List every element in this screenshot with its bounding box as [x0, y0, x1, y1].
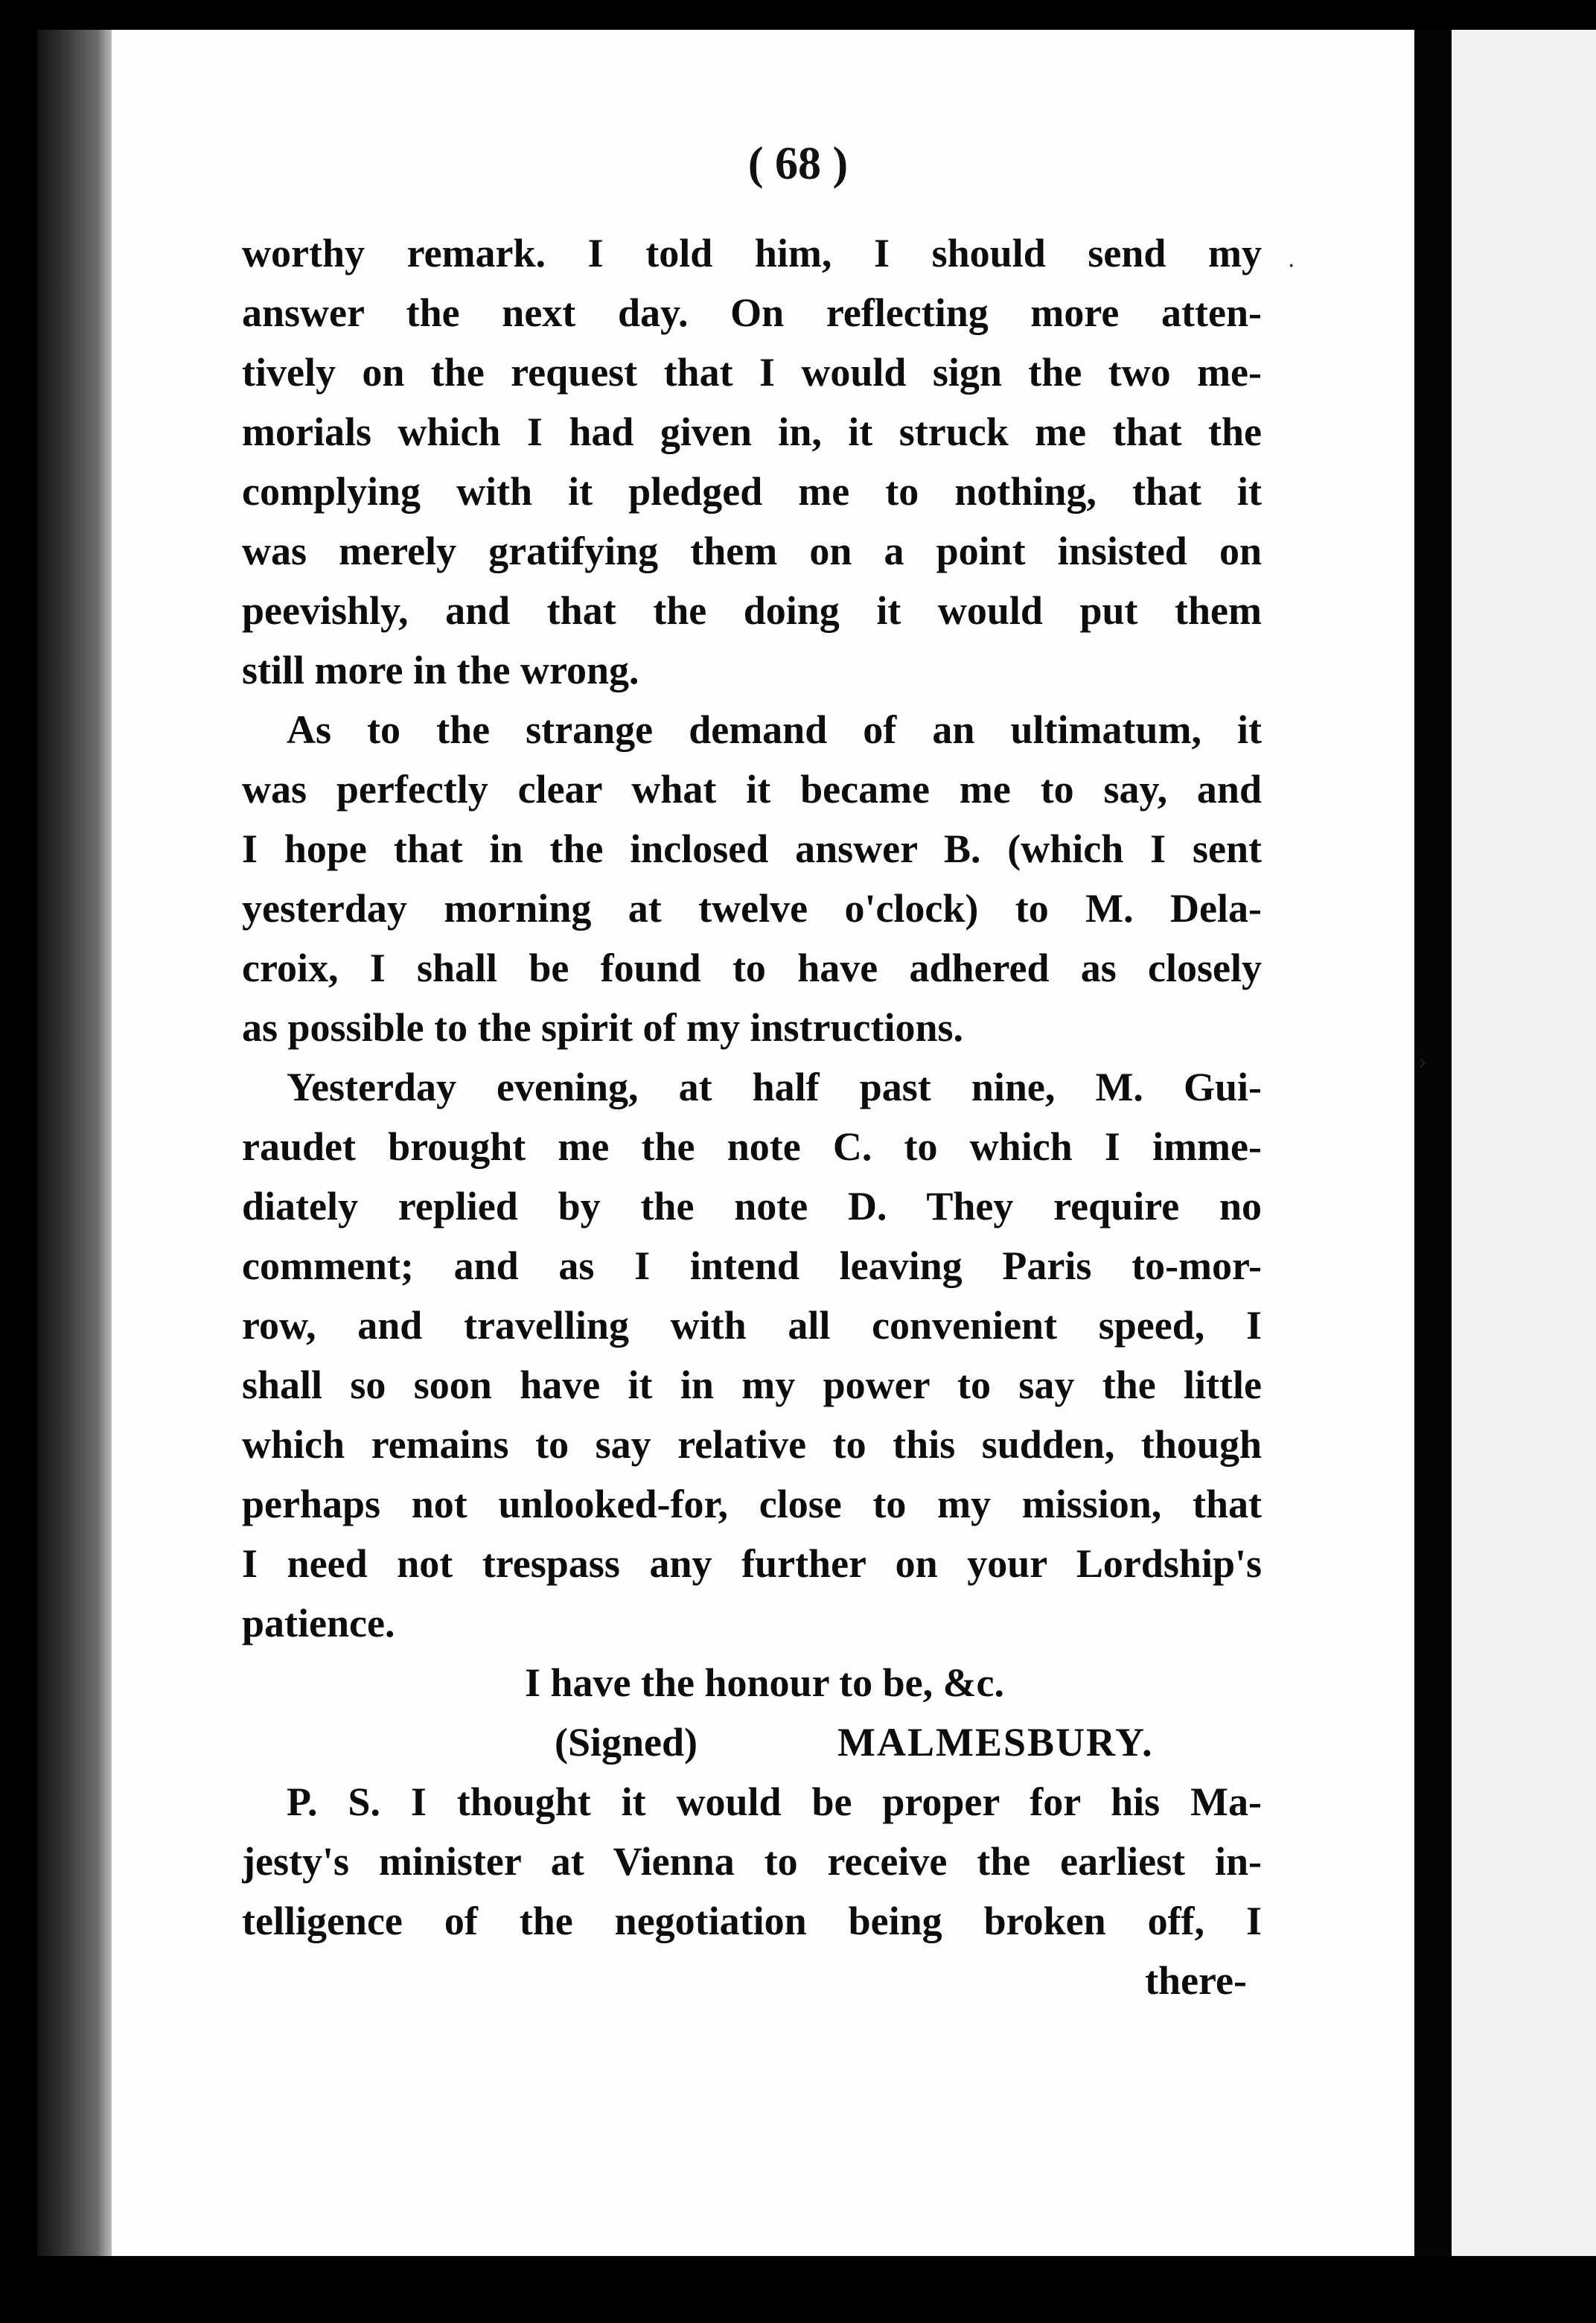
margin-speck-icon: ·	[1288, 253, 1295, 279]
text-line: I need not trespass any further on your Lordship's	[242, 1541, 1262, 1586]
text-line: telligence of the negotiation being broken off, I	[242, 1899, 1262, 1943]
text-line: diately replied by the note D. They require no	[242, 1184, 1262, 1229]
catchword: there-	[1145, 1958, 1247, 2003]
text-line: Yesterday evening, at half past nine, M. Gui-	[287, 1065, 1262, 1109]
text-line: peevishly, and that the doing it would put them	[242, 588, 1262, 633]
paragraph	[242, 700, 1262, 1057]
page-body	[242, 223, 1262, 2010]
page-number: ( 68 )	[747, 138, 849, 189]
paragraph	[242, 1057, 1262, 1653]
text-line: was perfectly clear what it became me to say, and	[242, 767, 1262, 812]
closing-salutation: I have the honour to be, &c.	[525, 1660, 1005, 1705]
scan-bottom-border	[0, 2256, 1596, 2323]
text-line: As to the strange demand of an ultimatum, it	[287, 707, 1262, 752]
text-line: patience.	[242, 1601, 395, 1645]
signature-name: MALMESBURY.	[837, 1720, 1154, 1765]
postscript	[242, 1772, 1262, 1951]
text-line: I hope that in the inclosed answer B. (which I sent	[242, 826, 1262, 871]
book-spine	[37, 30, 112, 2256]
text-line: answer the next day. On reflecting more atten-	[242, 290, 1262, 335]
signature-line	[242, 1712, 1262, 1772]
paragraph	[242, 223, 1262, 700]
text-line: which remains to say relative to this sudden, though	[242, 1422, 1262, 1467]
text-line: comment; and as I intend leaving Paris to-mor-	[242, 1243, 1262, 1288]
text-line: morials which I had given in, it struck me that the	[242, 410, 1262, 454]
adjacent-page-edge	[1452, 30, 1596, 2256]
text-line: raudet brought me the note C. to which I imme-	[242, 1124, 1262, 1169]
page-gutter	[1414, 30, 1452, 2256]
margin-speck-icon: ›	[1418, 1050, 1427, 1076]
signed-label: (Signed)	[555, 1720, 698, 1765]
text-line: tively on the request that I would sign the two me-	[242, 350, 1262, 395]
text-line: worthy remark. I told him, I should send my	[242, 231, 1262, 275]
text-line: shall so soon have it in my power to say the little	[242, 1363, 1262, 1407]
text-line: was merely gratifying them on a point insisted on	[242, 529, 1262, 573]
text-line: complying with it pledged me to nothing, that it	[242, 469, 1262, 514]
letter-closing	[242, 1653, 1262, 1772]
text-line: still more in the wrong.	[242, 648, 639, 692]
text-line: row, and travelling with all convenient speed, I	[242, 1303, 1262, 1348]
text-line: perhaps not unlooked-for, close to my mission, that	[242, 1482, 1262, 1526]
text-line: yesterday morning at twelve o'clock) to M. Dela-	[242, 886, 1262, 931]
text-line: as possible to the spirit of my instructions.	[242, 1005, 964, 1050]
text-line: P. S. I thought it would be proper for his Ma-	[287, 1779, 1262, 1824]
text-line: croix, I shall be found to have adhered as closely	[242, 946, 1262, 990]
text-line: jesty's minister at Vienna to receive the earliest in-	[242, 1839, 1262, 1884]
